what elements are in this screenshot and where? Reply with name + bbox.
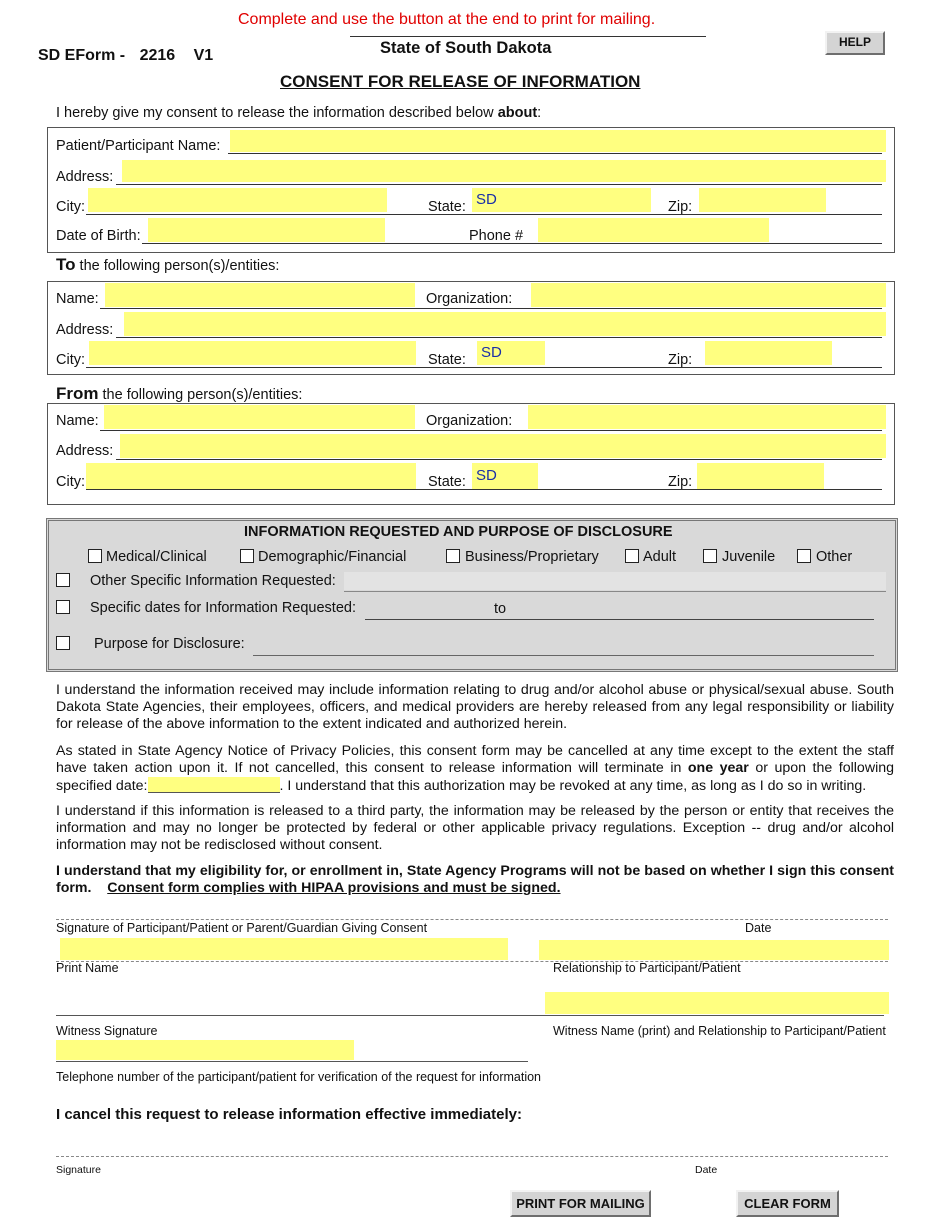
from-heading-bold: From [56,384,99,403]
other-specific-input[interactable] [344,572,886,590]
witness-signature-label: Witness Signature [56,1024,158,1038]
about-intro-suffix: : [537,105,542,121]
from-heading [56,384,302,404]
other-label: Other [816,549,853,565]
to-name-label: Name: [56,291,99,307]
dates-to-input[interactable] [520,599,874,617]
drug-abuse-paragraph: I understand the information received may include information relating to drug and/or alcohol abuse or physical/sexual abuse. South Dakota State Agencies, their employees, officers, and medical providers are hereby released from any legal responsibility or liability for release of the above information to the extent indicated and authorized herein. [56,682,894,732]
adult-label: Adult [643,549,677,565]
from-address-label: Address: [56,443,114,459]
from-org-input[interactable] [528,405,886,429]
verification-phone-input[interactable] [56,1040,354,1060]
from-name-label: Name: [56,413,99,429]
patient-address-input[interactable] [122,160,886,182]
patient-address-label: Address: [56,169,114,185]
from-zip-label: Zip: [668,474,693,490]
demographic-checkbox[interactable] [240,549,254,563]
to-heading-text: the following person(s)/entities: [75,258,280,274]
purpose-input[interactable] [253,635,874,653]
to-city-input[interactable] [89,341,416,365]
to-name-rule [100,308,882,309]
cancel-signature-field[interactable] [56,1138,688,1156]
about-intro-bold: about [497,105,538,121]
to-heading-bold: To [56,255,76,274]
verification-phone-rule [56,1061,528,1062]
cancel-signature-rule [56,1156,888,1157]
patient-address-rule [116,184,882,185]
phone-label: Phone # [469,228,524,244]
state-heading: State of South Dakota [380,39,552,57]
cancel-date-label: Date [695,1164,718,1176]
from-address-rule [116,459,882,460]
from-state-value: SD [476,467,497,484]
print-name-label: Print Name [56,961,119,975]
eligibility-paragraph [56,863,894,897]
to-org-input[interactable] [531,283,886,307]
to-zip-label: Zip: [668,352,693,368]
from-zip-input[interactable] [697,463,824,489]
relationship-input[interactable] [545,992,889,1014]
to-zip-input[interactable] [705,341,832,365]
verification-phone-label: Telephone number of the participant/patient for verification of the request for information [56,1070,542,1084]
patient-state-input[interactable] [472,188,651,212]
dob-input[interactable] [148,218,385,242]
patient-name-input[interactable] [230,130,886,152]
other-specific-rule [344,591,886,592]
to-city-label: City: [56,352,85,368]
signature-date-input[interactable] [539,940,889,960]
to-org-label: Organization: [426,291,513,307]
from-address-input[interactable] [120,434,886,458]
dates-to-label: to [494,601,507,617]
witness-signature-field[interactable] [56,996,526,1014]
help-button[interactable]: HELP [825,31,885,55]
patient-zip-input[interactable] [699,188,826,212]
business-label: Business/Proprietary [465,549,599,565]
signature-date-label: Date [745,921,772,935]
cancel-heading: I cancel this request to release information effective immediately: [56,1106,522,1123]
other-checkbox[interactable] [797,549,811,563]
form-number: 2216 [139,47,176,64]
from-city-rule [86,489,882,490]
dates-checkbox[interactable] [56,600,70,614]
witness-rule [56,1015,884,1016]
cancellation-text-c: . I understand that this authorization may be revoked at any time, as long as I do so in writing. [279,778,867,794]
to-city-rule [86,367,882,368]
cancellation-paragraph [56,743,894,795]
patient-city-input[interactable] [88,188,387,212]
expiration-date-input[interactable] [148,777,280,793]
patient-state-value: SD [476,191,497,208]
print-name-input[interactable] [60,938,508,960]
form-id-prefix: SD EForm - [38,47,126,64]
hipaa-notice: Consent form complies with HIPAA provisions and must be signed. [107,880,561,896]
signature-rule [56,919,888,920]
from-name-rule [100,430,882,431]
patient-city-rule [86,214,882,215]
patient-zip-label: Zip: [668,199,693,215]
patient-state-label: State: [428,199,466,215]
relationship-label: Relationship to Participant/Patient [553,961,741,975]
juvenile-label: Juvenile [722,549,776,565]
to-address-label: Address: [56,322,114,338]
dates-from-input[interactable] [365,599,485,617]
dob-rule [142,243,882,244]
adult-checkbox[interactable] [625,549,639,563]
from-org-label: Organization: [426,413,513,429]
dob-label: Date of Birth: [56,228,141,244]
form-id [38,47,213,65]
dates-rule [365,619,874,620]
print-name-rule [56,961,888,962]
signature-label: Signature of Participant/Patient or Parent/Guardian Giving Consent [56,921,428,935]
third-party-paragraph: I understand if this information is released to a third party, the information may be released by the person or entity that receives the information and may no longer be protected by federal or other applicable privacy regulations. Exception -- drug and/or alcohol information may not be redisclosed without consent. [56,803,894,853]
demographic-label: Demographic/Financial [258,549,407,565]
clear-form-button[interactable]: CLEAR FORM [736,1190,839,1217]
business-checkbox[interactable] [446,549,460,563]
print-notice: Complete and use the button at the end to print for mailing. [238,11,656,28]
about-intro [56,105,541,121]
info-heading: INFORMATION REQUESTED AND PURPOSE OF DISCLOSURE [244,524,673,540]
purpose-label: Purpose for Disclosure: [94,636,245,652]
witness-name-label: Witness Name (print) and Relationship to Participant/Patient [553,1024,886,1038]
about-intro-text: I hereby give my consent to release the information described below [56,105,498,121]
cancel-signature-label: Signature [56,1164,101,1176]
from-city-label: City: [56,474,85,490]
form-version: V1 [193,47,214,64]
page-title: CONSENT FOR RELEASE OF INFORMATION [280,72,641,91]
juvenile-checkbox[interactable] [703,549,717,563]
phone-input[interactable] [538,218,769,242]
to-name-input[interactable] [105,283,415,307]
to-state-value: SD [481,344,502,361]
to-heading [56,255,279,275]
medical-checkbox[interactable] [88,549,102,563]
eligibility-text: I understand that my eligibility for, or enrollment in, State Agency Programs will not be based on whether I sign this consent form. [56,863,894,896]
signature-field[interactable] [56,900,656,918]
patient-name-label: Patient/Participant Name: [56,138,221,154]
medical-label: Medical/Clinical [106,549,207,565]
from-city-input[interactable] [86,463,416,489]
cancellation-text-a: As stated in State Agency Notice of Privacy Policies, this consent form may be cancelled at any time except to the extent the staff have taken action upon it. If not cancelled, this consent to release information will terminate in [56,743,894,776]
patient-name-rule [228,153,882,154]
to-address-rule [116,337,882,338]
patient-city-label: City: [56,199,85,215]
to-state-label: State: [428,352,466,368]
dates-label: Specific dates for Information Requested: [90,600,356,616]
to-address-input[interactable] [124,312,886,336]
cancellation-one-year: one year [687,760,749,776]
title-rule [350,36,706,37]
from-heading-text: the following person(s)/entities: [98,387,303,403]
from-name-input[interactable] [104,405,415,429]
other-specific-label: Other Specific Information Requested: [90,573,336,589]
from-state-label: State: [428,474,466,490]
other-specific-checkbox[interactable] [56,573,70,587]
purpose-rule [253,655,874,656]
cancellation-text-b: or upon the following specified date: [56,760,895,794]
print-for-mailing-button[interactable]: PRINT FOR MAILING [510,1190,651,1217]
purpose-checkbox[interactable] [56,636,70,650]
